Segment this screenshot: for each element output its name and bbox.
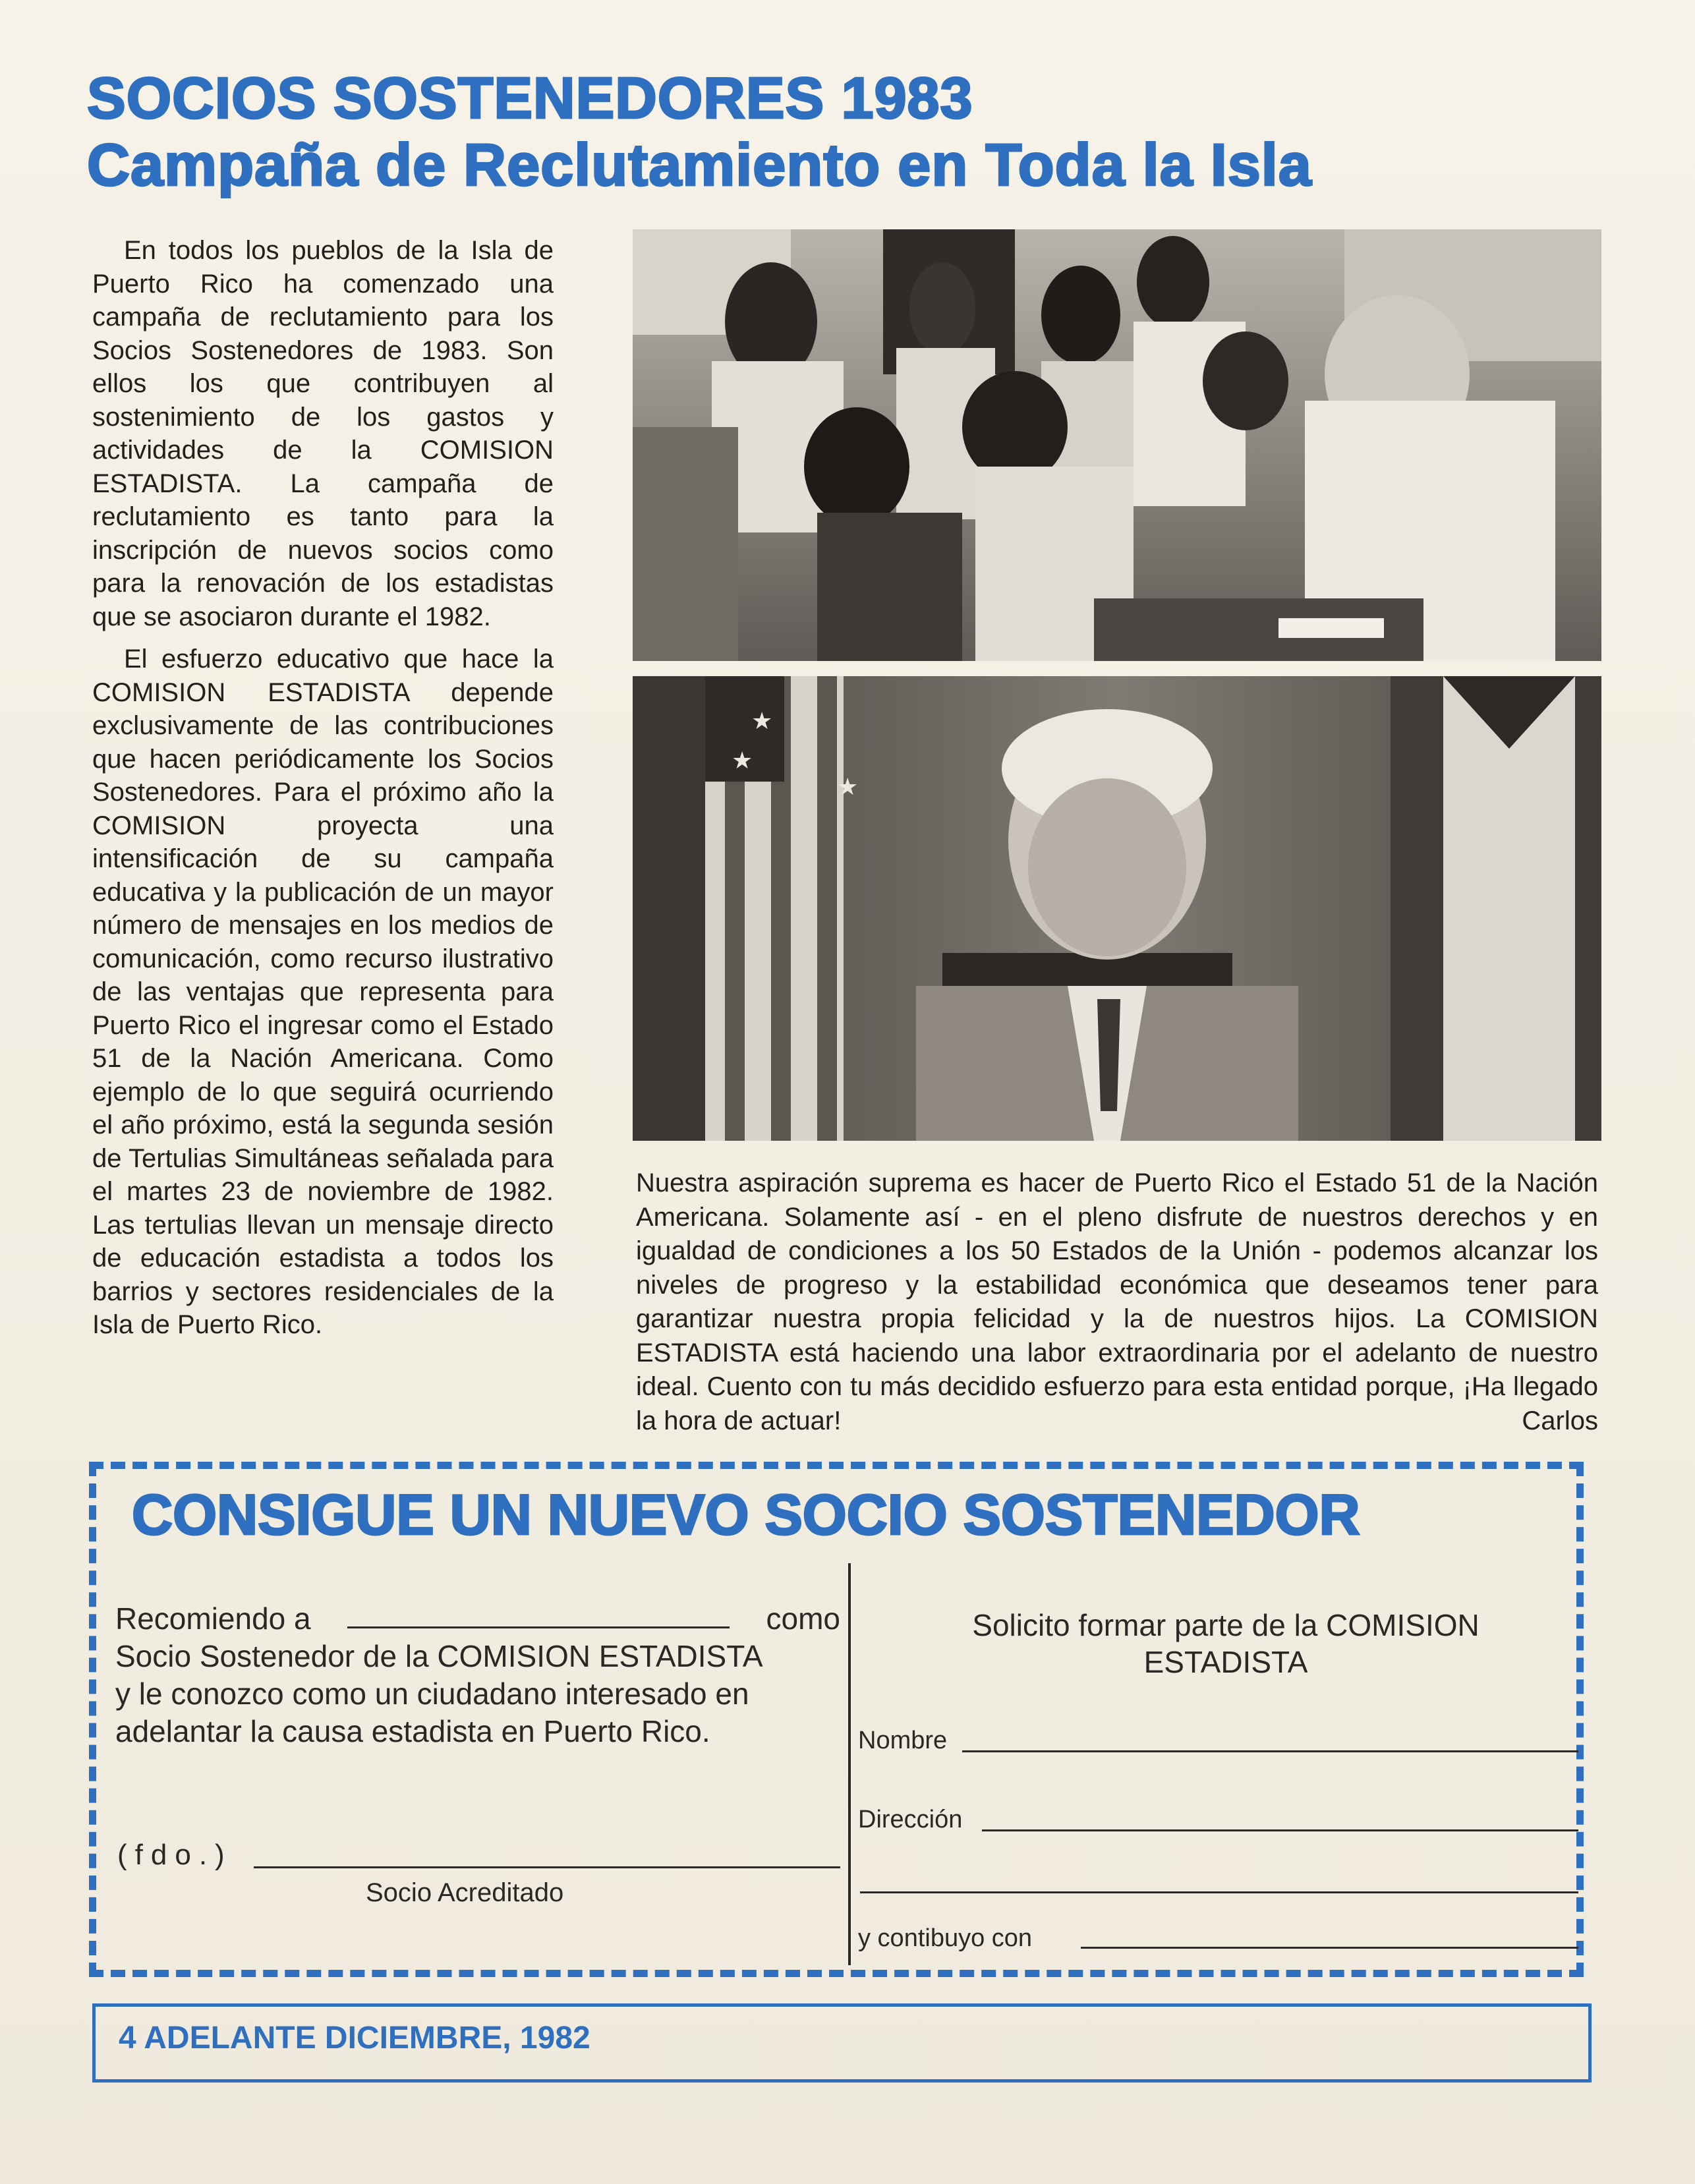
address-label: Dirección bbox=[858, 1806, 963, 1833]
coupon-title: CONSIGUE UN NUEVO SOCIO SOSTENEDOR bbox=[132, 1483, 1360, 1547]
signature-label: (fdo.) bbox=[117, 1839, 233, 1871]
address-field[interactable] bbox=[982, 1829, 1578, 1831]
article-paragraph: En todos los pueblos de la Isla de Puerto Rico ha comenzado una campaña de reclutamiento para los Socios Sostenedores de 1983. Son ellos los que contribuyen al sostenimiento de los gastos y actividades de la COMISION ESTADISTA. La campaña de reclutamiento es tanto para la inscripción de nuevos socios como para la renovación de los estadistas que se asociaron durante el 1982. bbox=[92, 236, 554, 631]
crowd-photo-image bbox=[633, 229, 1601, 661]
recommend-label: Recomiendo a bbox=[115, 1601, 311, 1636]
photo-caption bbox=[636, 1166, 1598, 1438]
signature-field[interactable] bbox=[254, 1866, 840, 1868]
recommend-line-4: adelantar la causa estadista en Puerto Rico. bbox=[115, 1714, 710, 1748]
caption-signature: Carlos bbox=[1522, 1406, 1598, 1435]
star-icon: ★ bbox=[732, 747, 753, 774]
headline-title: SOCIOS SOSTENEDORES 1983 bbox=[87, 65, 973, 130]
star-icon: ★ bbox=[751, 708, 773, 735]
recommend-como: como bbox=[766, 1601, 840, 1636]
recommend-line-2: Socio Sostenedor de la COMISION ESTADISTA bbox=[115, 1639, 763, 1673]
article-paragraph: El esfuerzo educativo que hace la COMISION ESTADISTA depende exclusivamente de las contribuciones que hacen periódicamente los Socios Sostenedores. Para el próximo año la COMISION proyecta una intensificación de su campaña educativa y la publicación de un mayor número de mensajes en los medios de comunicación, como recurso ilustrativo de las ventajas que representa para Puerto Rico el ingresar como el Estado 51 de la Nación Americana. Como ejemplo de lo que seguirá ocurriendo el año próximo, está la segunda sesión de Tertulias Simultáneas señalada para el martes 23 de noviembre de 1982. Las tertulias llevan un mensaje directo de educación estadista a todos los barrios y sectores residenciales de la Isla de Puerto Rico. bbox=[92, 645, 554, 1339]
recommend-name-field[interactable] bbox=[347, 1600, 730, 1628]
name-label: Nombre bbox=[858, 1727, 948, 1754]
crowd-photo bbox=[633, 229, 1601, 661]
star-icon: ★ bbox=[837, 774, 859, 801]
contribute-label: y contibuyo con bbox=[858, 1924, 1033, 1952]
request-heading: Solicito formar parte de la COMISION ESTADISTA bbox=[972, 1608, 1480, 1679]
name-field[interactable] bbox=[962, 1750, 1578, 1752]
contribute-field[interactable] bbox=[1081, 1947, 1578, 1949]
article-body bbox=[92, 234, 554, 1351]
headline-subtitle: Campaña de Reclutamiento en Toda la Isla bbox=[87, 132, 1312, 198]
footer-issue: 4 ADELANTE DICIEMBRE, 1982 bbox=[119, 2021, 590, 2055]
recommend-line-1 bbox=[115, 1600, 840, 1638]
portrait-photo-image bbox=[633, 676, 1601, 1141]
address-field-line-2[interactable] bbox=[860, 1891, 1578, 1893]
recommend-section bbox=[115, 1600, 840, 1750]
portrait-photo bbox=[633, 676, 1601, 1141]
signature-caption: Socio Acreditado bbox=[366, 1878, 564, 1907]
coupon-divider bbox=[848, 1563, 851, 1965]
recommend-line-3: y le conozco como un ciudadano interesado en bbox=[115, 1677, 749, 1711]
caption-text: Nuestra aspiración suprema es hacer de Puerto Rico el Estado 51 de la Nación Americana. Solamente así - en el pleno disfrute de nuestros derechos y en igualdad de condiciones a los 50 Estados de la Unión - podemos alcanzar los niveles de progreso y la estabilidad económica que deseamos tener para garantizar nuestra propia felicidad y la de nuestros hijos. La COMISION ESTADISTA está haciendo una labor extraordinaria por el adelanto de nuestro ideal. Cuento con tu más decidido esfuerzo para esta entidad porque, ¡Ha llegado la hora de actuar! bbox=[636, 1168, 1598, 1435]
